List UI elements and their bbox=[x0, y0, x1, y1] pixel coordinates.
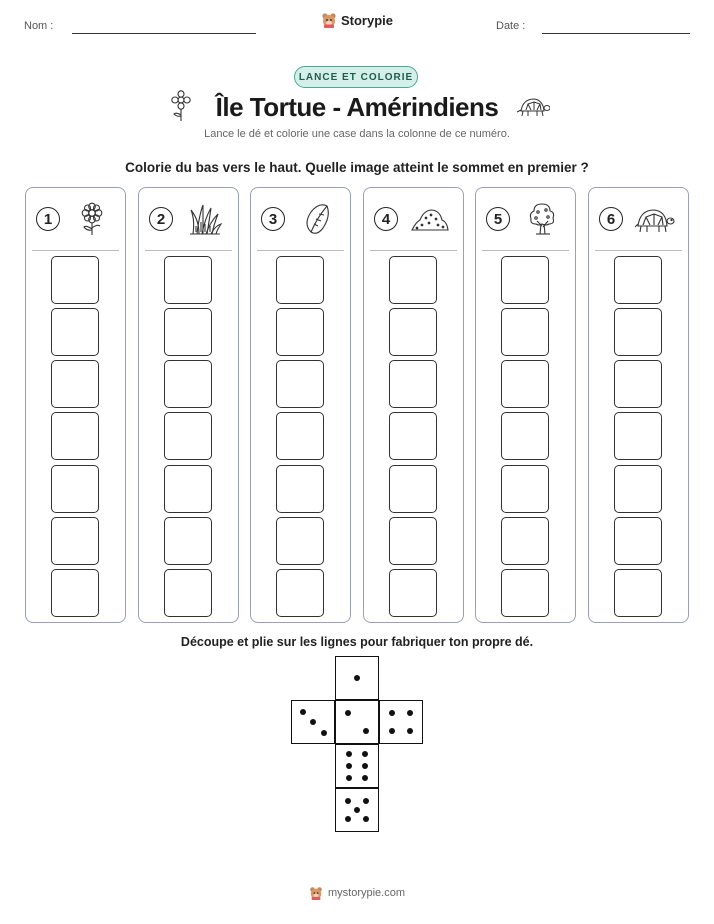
color-box[interactable] bbox=[276, 360, 324, 408]
name-line[interactable] bbox=[72, 33, 256, 34]
pip bbox=[345, 798, 351, 804]
pip bbox=[300, 709, 306, 715]
color-box[interactable] bbox=[614, 256, 662, 304]
dice-face-3 bbox=[291, 700, 335, 744]
color-box[interactable] bbox=[614, 465, 662, 513]
pip bbox=[389, 710, 395, 716]
pip bbox=[363, 728, 369, 734]
bear-mascot-icon bbox=[321, 12, 337, 28]
color-box[interactable] bbox=[51, 517, 99, 565]
brand-logo bbox=[0, 12, 714, 28]
dice-face-6 bbox=[335, 744, 379, 788]
bear-mascot-icon bbox=[309, 886, 323, 900]
column-header bbox=[364, 202, 463, 236]
dice-column-3 bbox=[250, 187, 351, 623]
dice-face-2 bbox=[335, 700, 379, 744]
dice-column-4 bbox=[363, 187, 464, 623]
color-box[interactable] bbox=[276, 256, 324, 304]
pip bbox=[407, 728, 413, 734]
dice-face-4 bbox=[379, 700, 423, 744]
subtitle: Lance le dé et colorie une case dans la colonne de ce numéro. bbox=[204, 128, 510, 140]
column-number: 4 bbox=[374, 207, 398, 231]
color-box[interactable] bbox=[389, 569, 437, 617]
brand-name: Storypie bbox=[340, 12, 393, 28]
column-divider bbox=[32, 250, 119, 251]
turtle-icon bbox=[516, 96, 550, 118]
column-number: 2 bbox=[149, 207, 173, 231]
color-box[interactable] bbox=[389, 465, 437, 513]
dice-column-6 bbox=[588, 187, 689, 623]
column-header bbox=[139, 202, 238, 236]
color-box[interactable] bbox=[614, 360, 662, 408]
color-box[interactable] bbox=[164, 517, 212, 565]
cut-instruction: Découpe et plie sur les lignes pour fabriquer ton propre dé. bbox=[180, 635, 534, 649]
pip bbox=[346, 775, 352, 781]
turtle-icon bbox=[635, 202, 675, 236]
color-box[interactable] bbox=[164, 360, 212, 408]
dice-column-1 bbox=[25, 187, 126, 623]
seed-icon bbox=[297, 202, 337, 236]
color-box[interactable] bbox=[276, 517, 324, 565]
column-divider bbox=[257, 250, 344, 251]
color-box[interactable] bbox=[389, 256, 437, 304]
footer bbox=[0, 886, 714, 900]
column-divider bbox=[145, 250, 232, 251]
color-box[interactable] bbox=[501, 412, 549, 460]
color-box[interactable] bbox=[501, 256, 549, 304]
activity-badge: LANCE ET COLORIE bbox=[294, 66, 418, 88]
color-box[interactable] bbox=[164, 256, 212, 304]
color-box[interactable] bbox=[389, 308, 437, 356]
pip bbox=[346, 763, 352, 769]
color-box[interactable] bbox=[276, 308, 324, 356]
column-header bbox=[476, 202, 575, 236]
footer-url: mystorypie.com bbox=[327, 887, 406, 899]
color-box[interactable] bbox=[389, 360, 437, 408]
pip bbox=[346, 751, 352, 757]
dice-column-5 bbox=[475, 187, 576, 623]
dice-column-2 bbox=[138, 187, 239, 623]
color-box[interactable] bbox=[501, 465, 549, 513]
date-line[interactable] bbox=[542, 33, 690, 34]
column-divider bbox=[595, 250, 682, 251]
dice-face-5 bbox=[335, 788, 379, 832]
pip bbox=[362, 763, 368, 769]
grass-icon bbox=[185, 202, 225, 236]
color-box[interactable] bbox=[51, 569, 99, 617]
color-box[interactable] bbox=[501, 517, 549, 565]
color-box[interactable] bbox=[501, 360, 549, 408]
color-box[interactable] bbox=[164, 308, 212, 356]
color-box[interactable] bbox=[276, 412, 324, 460]
flower-icon bbox=[72, 202, 112, 236]
pip bbox=[345, 710, 351, 716]
mound-icon bbox=[410, 202, 450, 236]
pip bbox=[354, 675, 360, 681]
column-divider bbox=[370, 250, 457, 251]
name-label: Nom : bbox=[24, 20, 54, 32]
tree-icon bbox=[522, 202, 562, 236]
color-box[interactable] bbox=[164, 569, 212, 617]
color-box[interactable] bbox=[51, 412, 99, 460]
color-box[interactable] bbox=[501, 308, 549, 356]
pip bbox=[354, 807, 360, 813]
date-label: Date : bbox=[496, 20, 526, 32]
column-header bbox=[589, 202, 688, 236]
color-box[interactable] bbox=[614, 517, 662, 565]
color-box[interactable] bbox=[389, 412, 437, 460]
pip bbox=[363, 798, 369, 804]
color-box[interactable] bbox=[51, 256, 99, 304]
column-divider bbox=[482, 250, 569, 251]
page-title: Île Tortue - Amérindiens bbox=[215, 92, 499, 122]
color-box[interactable] bbox=[614, 569, 662, 617]
color-box[interactable] bbox=[51, 360, 99, 408]
column-header bbox=[26, 202, 125, 236]
pip bbox=[389, 728, 395, 734]
color-box[interactable] bbox=[389, 517, 437, 565]
color-box[interactable] bbox=[51, 465, 99, 513]
column-header bbox=[251, 202, 350, 236]
instruction-text: Colorie du bas vers le haut. Quelle image atteint le sommet en premier ? bbox=[125, 160, 589, 175]
pip bbox=[362, 775, 368, 781]
pip bbox=[321, 730, 327, 736]
color-box[interactable] bbox=[614, 412, 662, 460]
pip bbox=[407, 710, 413, 716]
column-number: 6 bbox=[599, 207, 623, 231]
pip bbox=[363, 816, 369, 822]
color-box[interactable] bbox=[276, 569, 324, 617]
column-number: 1 bbox=[36, 207, 60, 231]
color-box[interactable] bbox=[164, 465, 212, 513]
color-box[interactable] bbox=[501, 569, 549, 617]
dice-face-1 bbox=[335, 656, 379, 700]
column-number: 3 bbox=[261, 207, 285, 231]
pip bbox=[362, 751, 368, 757]
color-box[interactable] bbox=[614, 308, 662, 356]
color-box[interactable] bbox=[276, 465, 324, 513]
pip bbox=[345, 816, 351, 822]
color-box[interactable] bbox=[164, 412, 212, 460]
column-number: 5 bbox=[486, 207, 510, 231]
pip bbox=[310, 719, 316, 725]
color-box[interactable] bbox=[51, 308, 99, 356]
